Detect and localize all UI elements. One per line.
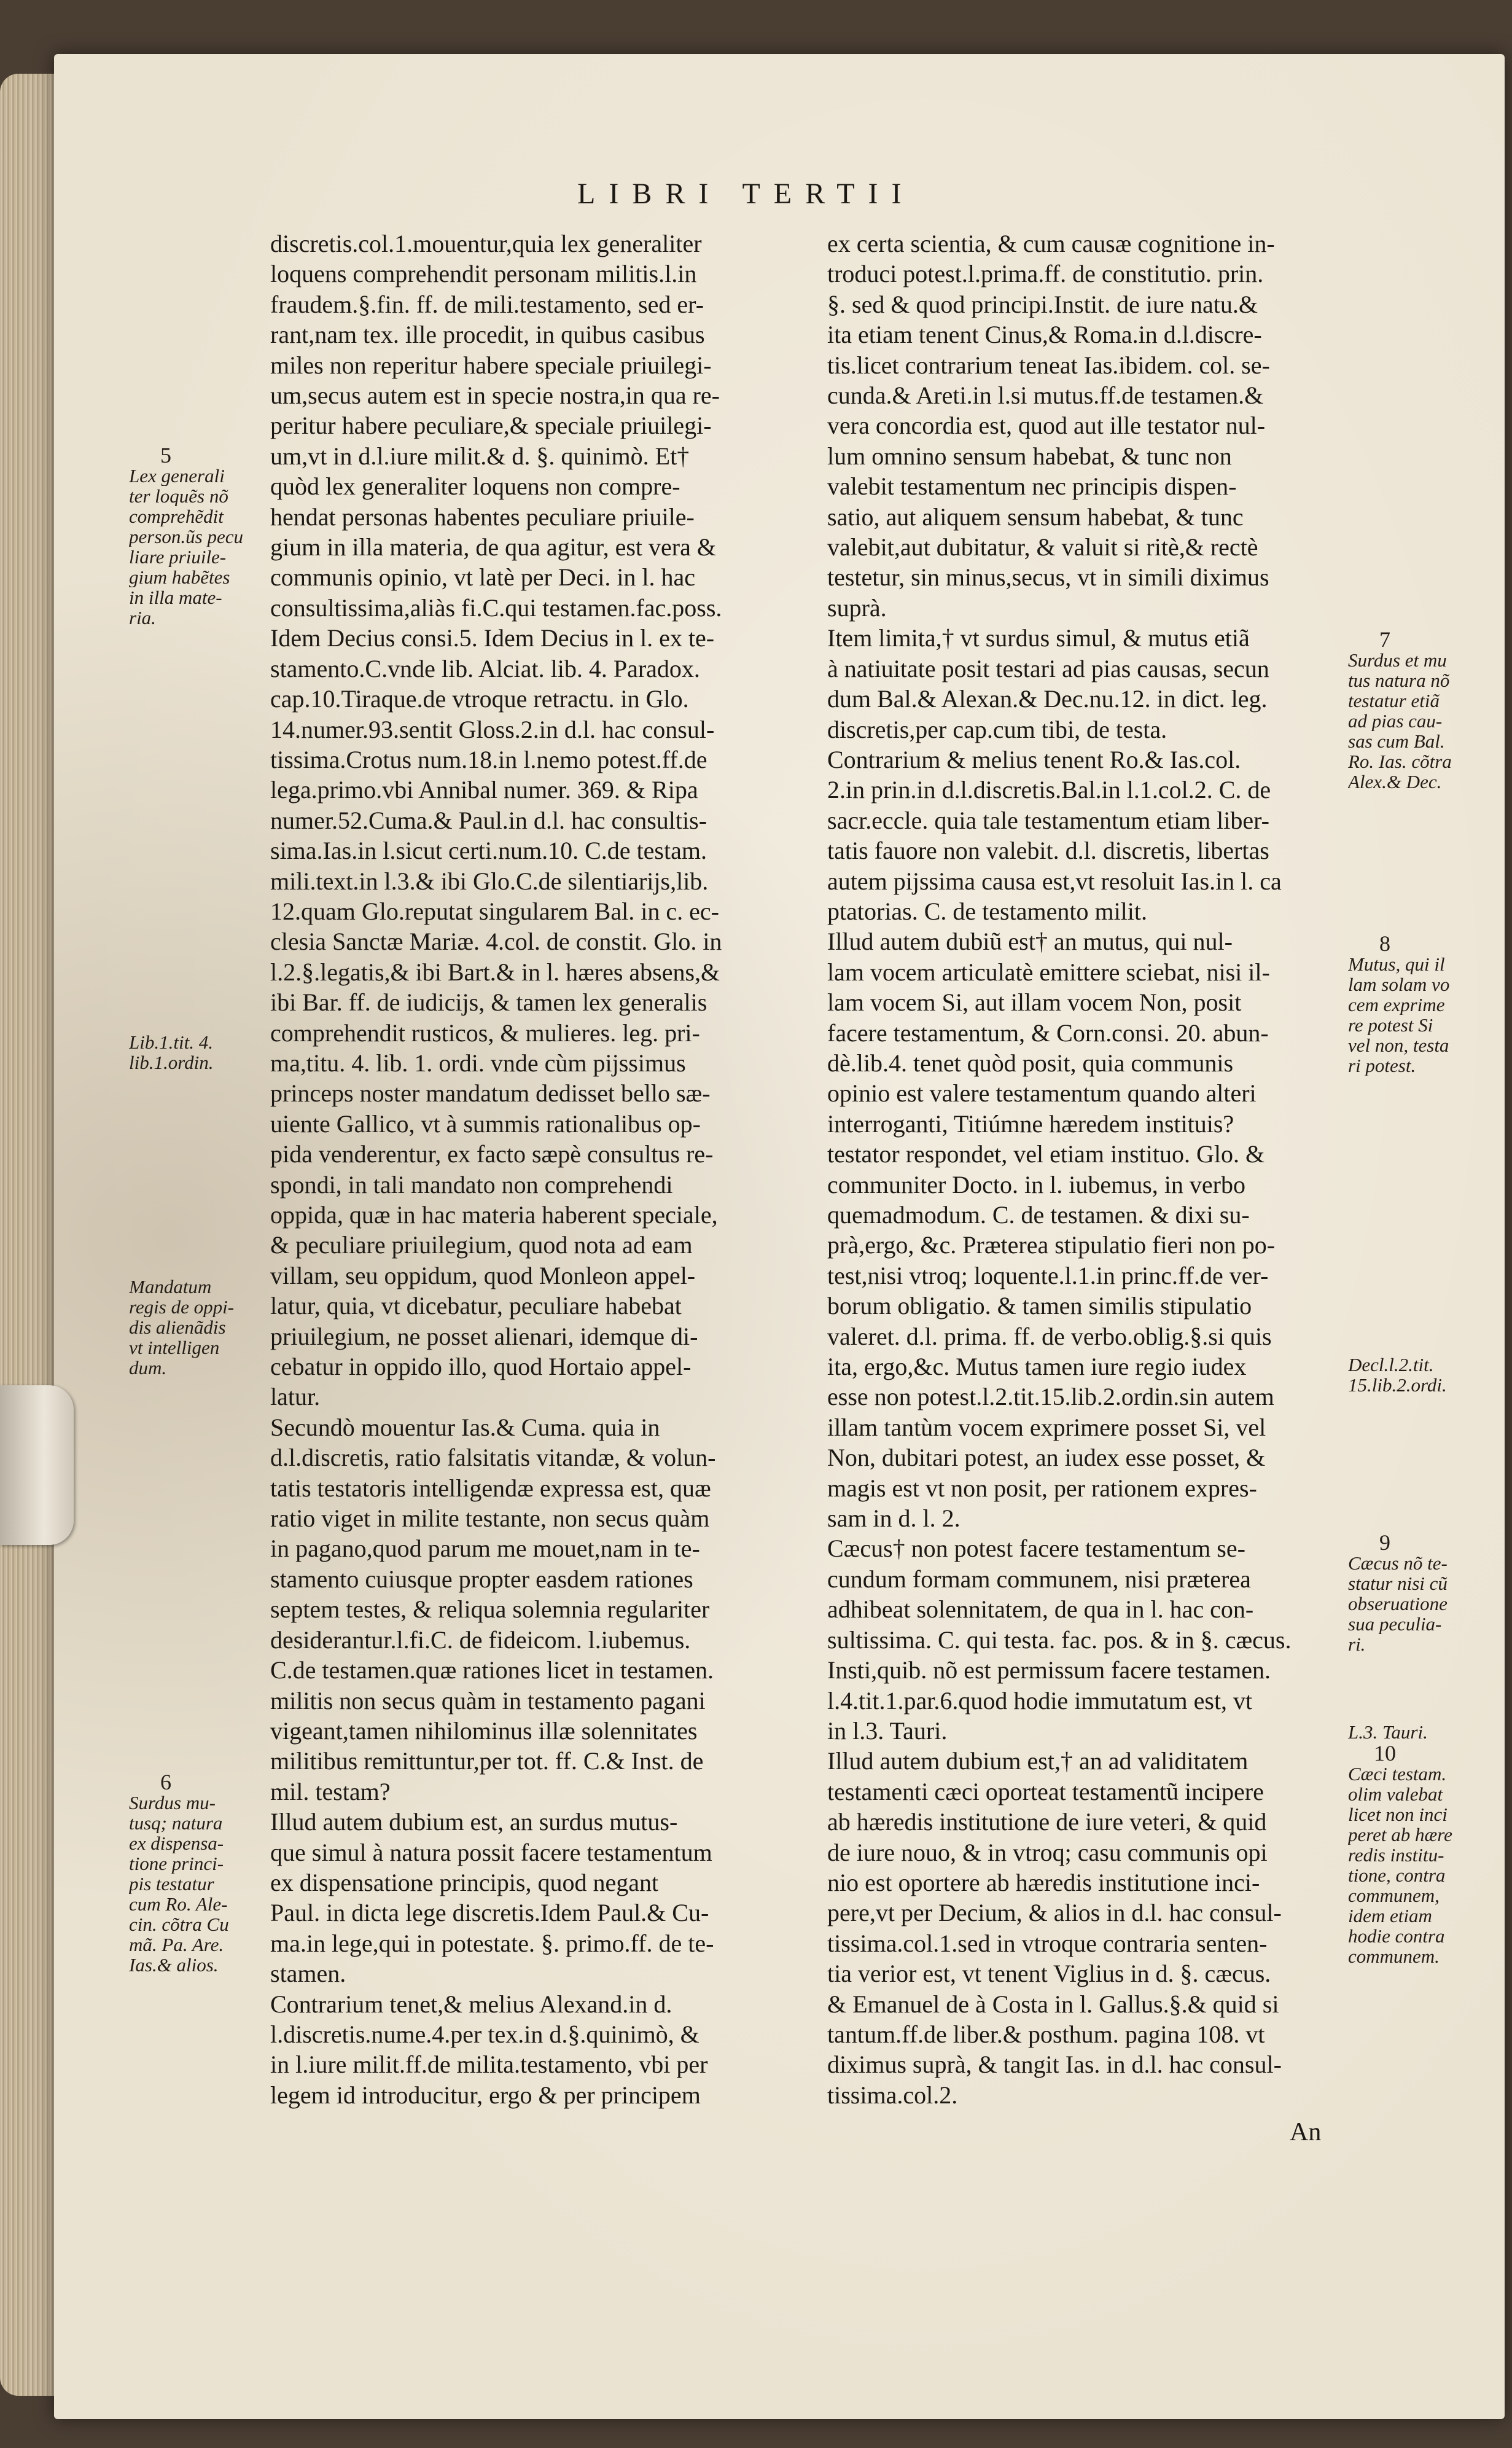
margin-note-line: ex dispensa- [129,1833,224,1853]
margin-note-line: vel non, testa [1348,1035,1449,1055]
text-line: troduci potest.l.prima.ff. de constitutio. prin. [827,260,1264,288]
text-line: Paul. in dicta lege discretis.Idem Paul.& Cu- [270,1899,709,1927]
margin-note-line: cum Ro. Ale- [129,1894,228,1914]
catchword: An [1290,2118,1322,2146]
section-number: 6 [160,1770,171,1794]
margin-note-line: gium habẽtes [129,567,230,587]
text-line: pida venderentur, ex facto sæpè consultus re- [270,1140,714,1168]
margin-note-line: obseruatione [1348,1594,1448,1614]
text-line: sam in d. l. 2. [827,1504,961,1533]
text-line: gium in illa materia, de qua agitur, est vera & [270,533,716,561]
text-line: cundum formam communem, nisi præterea [827,1565,1251,1593]
margin-note-line: cin. cõtra Cu [129,1914,229,1934]
left-margin-note [129,445,267,628]
margin-note-line: dis alienãdis [129,1317,226,1337]
text-line: tissima.Crotus num.18.in l.nemo potest.ff.de [270,745,707,773]
text-line: oppida, quæ in hac materia haberent speciale, [270,1201,718,1229]
text-line: Illud autem dubiũ est† an mutus, qui nul- [827,928,1233,956]
margin-note-line: peret ab hære [1348,1824,1452,1845]
text-line: ab hæredis institutione de iure veteri, & quid [827,1808,1267,1836]
margin-note-line: tusq; natura [129,1813,223,1833]
text-line: illam tantùm vocem exprimere posset Si, vel [827,1413,1266,1441]
section-number: 7 [1379,627,1390,652]
text-line: tia verior est, vt tenent Viglius in d. §. cæcus. [827,1960,1271,1988]
text-line: ita, ergo,&c. Mutus tamen iure regio iudex [827,1353,1247,1381]
text-line: clesia Sanctæ Mariæ. 4.col. de constit. Glo. in [270,928,722,956]
text-line: l.4.tit.1.par.6.quod hodie immutatum est, vt [827,1686,1253,1715]
text-line: testetur, sin minus,secus, vt in simili diximus [827,563,1269,592]
margin-note-line: Ias.& alios. [129,1955,219,1975]
right-margin-note [1348,1743,1489,1966]
margin-note-line: Lib.1.tit. 4. [129,1032,213,1052]
right-margin-note [1348,1722,1489,1742]
margin-note-line: regis de oppi- [129,1297,235,1317]
text-line: lam vocem Si, aut illam vocem Non, posit [827,988,1242,1017]
text-line: Insti,quib. nõ est permissum facere testamen. [827,1656,1271,1684]
margin-note-line: ri potest. [1348,1055,1416,1076]
margin-note-line: statur nisi cũ [1348,1573,1448,1594]
text-line: discretis,per cap.cum tibi, de testa. [827,715,1167,743]
text-line: communiter Docto. in l. iubemus, in verbo [827,1170,1245,1199]
text-line: tantum.ff.de liber.& posthum. pagina 108. vt [827,2020,1265,2048]
right-text-column [827,229,1341,2110]
text-line: autem pijssima causa est,vt resoluit Ias.in l. ca [827,867,1282,895]
text-line: miles non reperitur habere speciale priuilegi- [270,351,712,379]
text-line: in l.iure milit.ff.de milita.testamento, vbi per [270,2051,708,2079]
margin-note-line: Surdus et mu [1348,650,1447,670]
text-line: nio est oportere ab hæredis institutione inci- [827,1868,1260,1896]
section-number: 5 [160,443,171,467]
margin-note-line: ter loquẽs nõ [129,486,228,506]
margin-note-line: sua peculia- [1348,1614,1442,1634]
text-line: Cæcus† non potest facere testamentum se- [827,1535,1245,1563]
text-line: quòd lex generaliter loquens non compre- [270,472,680,501]
text-line: sima.Ias.in l.sicut certi.num.10. C.de testam. [270,837,707,865]
text-line: mil. testam? [270,1777,391,1805]
text-line: testamenti cæci oporteat testamentũ incipere [827,1777,1264,1805]
text-line: Idem Decius consi.5. Idem Decius in l. ex te- [270,624,715,652]
margin-note-line: tus natura nõ [1348,670,1450,690]
text-line: priuilegium, ne posset alienari, idemque di- [270,1322,698,1350]
left-text-column [270,229,780,2110]
right-margin-note [1348,627,1489,792]
text-line: stamen. [270,1960,346,1988]
text-line: magis est vt non posit, per rationem expres- [827,1474,1257,1502]
text-line: valeret. d.l. prima. ff. de verbo.oblig.§.si quis [827,1322,1272,1350]
text-line: ratio viget in milite testante, non secus quàm [270,1504,710,1533]
margin-note-line: Mutus, qui il [1348,954,1445,974]
text-line: sacr.eccle. quia tale testamentum etiam liber- [827,806,1269,834]
text-line: mili.text.in l.3.& ibi Glo.C.de silentiarijs,lib. [270,867,709,895]
text-line: consultissima,aliàs fi.C.qui testamen.fac.poss. [270,593,722,622]
text-line: cebatur in oppido illo, quod Hortaio appel- [270,1353,692,1381]
section-number: 8 [1379,931,1390,956]
text-line: diximus suprà, & tangit Ias. in d.l. hac consul- [827,2051,1282,2079]
text-line: dum Bal.& Alexan.& Dec.nu.12. in dict. leg. [827,685,1268,713]
text-line: 14.numer.93.sentit Gloss.2.in d.l. hac consul- [270,715,715,743]
text-line: ptatorias. C. de testamento milit. [827,897,1148,925]
text-line: lum omnino sensum habebat, & tunc non [827,442,1232,470]
text-line: ex certa scientia, & cum causæ cognitione in- [827,230,1275,257]
margin-note-line: Decl.l.2.tit. [1348,1355,1434,1375]
text-line: spondi, in tali mandato non comprehendi [270,1170,673,1199]
text-line: fraudem.§.fin. ff. de mili.testamento, sed er- [270,290,704,318]
margin-note-line: Mandatum [129,1277,212,1297]
right-margin-note [1348,931,1489,1076]
text-line: opinio est valere testamentum quando alteri [827,1079,1257,1108]
text-line: lam vocem articulatè emittere sciebat, nisi il- [827,958,1270,986]
text-line: stamento.C.vnde lib. Alciat. lib. 4. Paradox. [270,654,700,682]
margin-note-line: sas cum Bal. [1348,731,1445,751]
text-line: ita etiam tenent Cinus,& Roma.in d.l.discre- [827,321,1262,349]
text-line: comprehendit rusticos, & mulieres. leg. pri- [270,1019,700,1047]
margin-note-line: ria. [129,608,156,628]
margin-note-line: ad pias cau- [1348,711,1443,731]
margin-note-line: Cæci testam. [1348,1764,1447,1784]
margin-note-line: testatur etiã [1348,690,1440,711]
text-line: Contrarium tenet,& melius Alexand.in d. [270,1990,672,2018]
text-line: à natiuitate posit testari ad pias causas, secun [827,654,1269,682]
margin-note-line: Ro. Ias. cõtra [1348,751,1452,772]
right-margin-note [1348,1355,1489,1395]
text-line: loquens comprehendit personam militis.l.in [270,260,697,288]
text-line: tatis fauore non valebit. d.l. discretis, libertas [827,837,1269,865]
text-line: que simul à natura possit facere testamentum [270,1838,712,1866]
margin-note-line: Lex generali [129,466,225,486]
bookmark-clip [0,1385,74,1545]
margin-note-line: comprehẽdit [129,506,224,526]
text-line: villam, seu oppidum, quod Monleon appel- [270,1261,696,1289]
margin-note-line: redis institu- [1348,1845,1444,1865]
text-line: militis non secus quàm in testamento pagani [270,1686,706,1715]
text-line: sultissima. C. qui testa. fac. pos. & in §. cæcus. [827,1625,1292,1654]
text-line: Non, dubitari potest, an iudex esse posset, & [827,1444,1266,1472]
margin-note-line: in illa mate- [129,587,222,608]
text-line: ma.in lege,qui in potestate. §. primo.ff. de te- [270,1929,714,1957]
text-line: dè.lib.4. tenet quòd posit, quia communis [827,1049,1234,1077]
text-line: lega.primo.vbi Annibal numer. 369. & Ripa [270,776,698,804]
margin-note-line: dum. [129,1358,167,1378]
text-line: tatis testatoris intelligendæ expressa est, quæ [270,1474,711,1502]
text-line: tissima.col.1.sed in vtroque contraria senten- [827,1929,1268,1957]
margin-note-line: L.3. Tauri. [1348,1722,1428,1742]
text-line: in pagano,quod parum me mouet,nam in te- [270,1535,700,1563]
text-line: in l.3. Tauri. [827,1716,948,1745]
text-line: adhibeat solennitatem, de qua in l. hac con- [827,1595,1254,1624]
text-line: princeps noster mandatum dedisset bello sæ- [270,1079,711,1108]
text-line: & Emanuel de à Costa in l. Gallus.§.& quid si [827,1990,1279,2018]
margin-note-line: lam solam vo [1348,974,1450,995]
text-line: vigeant,tamen nihilominus illæ solennitates [270,1716,698,1745]
right-margin-note [1348,1530,1489,1654]
text-line: latur. [270,1383,321,1411]
text-line: test,nisi vtroq; loquente.l.1.in princ.ff.de ver- [827,1261,1269,1289]
text-line: Secundò mouentur Ias.& Cuma. quia in [270,1413,660,1441]
margin-note-line: mã. Pa. Are. [129,1934,224,1955]
margin-note-line: idem etiam [1348,1906,1432,1926]
text-line: valebit,aut dubitatur, & valuit si ritè,& rectè [827,533,1258,561]
text-line: borum obligatio. & tamen similis stipulatio [827,1292,1252,1320]
text-line: C.de testamen.quæ rationes licet in testamen. [270,1656,714,1684]
text-line: esse non potest.l.2.tit.15.lib.2.ordin.sin autem [827,1383,1274,1411]
text-line: & peculiare priuilegium, quod nota ad eam [270,1231,693,1259]
margin-note-line: cem exprime [1348,995,1445,1015]
text-line: um,secus autem est in specie nostra,in qua re- [270,381,720,410]
margin-note-line: Alex.& Dec. [1348,772,1442,792]
text-line: communis opinio, vt latè per Deci. in l. hac [270,563,696,592]
text-line: latur, quia, vt dicebatur, peculiare habebat [270,1292,682,1320]
text-line: pere,vt per Decium, & alios in d.l. hac consul- [827,1899,1282,1927]
margin-note-line: vt intelligen [129,1337,220,1358]
text-line: legem id introducitur, ergo & per principem [270,2081,701,2109]
text-line: §. sed & quod principi.Instit. de iure natu.& [827,290,1258,318]
text-line: de iure nouo, & in vtroq; casu communis opi [827,1838,1268,1866]
margin-note-line: communem. [1348,1946,1440,1966]
margin-note-line: re potest Si [1348,1015,1433,1035]
text-line: discretis.col.1.mouentur,quia lex generaliter [270,230,702,257]
text-line: Illud autem dubium est, an surdus mutus- [270,1808,678,1836]
text-line: interroganti, Titiúmne hæredem instituis? [827,1109,1234,1138]
margin-note-line: tione, contra [1348,1865,1446,1885]
text-line: hendat personas habentes peculiare priuile- [270,503,695,531]
text-line: desiderantur.l.fi.C. de fideicom. l.iubemus. [270,1625,691,1654]
margin-note-line: licet non inci [1348,1804,1448,1824]
section-number: 9 [1379,1530,1390,1555]
left-margin-note [129,1772,267,1975]
left-margin-note [129,1032,267,1073]
margin-note-line: lib.1.ordin. [129,1052,214,1073]
left-margin-note [129,1277,267,1378]
text-line: ma,titu. 4. lib. 1. ordi. vnde cùm pijssimus [270,1049,686,1077]
text-line: l.2.§.legatis,& ibi Bart.& in l. hæres absens,& [270,958,720,986]
text-line: ex dispensatione principis, quod negant [270,1868,659,1896]
text-line: rant,nam tex. ille procedit, in quibus casibus [270,321,705,349]
margin-note-line: Surdus mu- [129,1793,216,1813]
margin-note-line: olim valebat [1348,1784,1443,1804]
margin-note-line: tione princi- [129,1853,224,1874]
text-line: facere testamentum, & Corn.consi. 20. abun- [827,1019,1269,1047]
text-line: um,vt in d.l.iure milit.& d. §. quinimò. Et† [270,442,690,470]
book-page-edge [0,74,58,2396]
text-line: 2.in prin.in d.l.discretis.Bal.in l.1.col.2. C. de [827,776,1271,804]
margin-note-line: 15.lib.2.ordi. [1348,1375,1447,1395]
text-line: satio, aut aliquem sensum habebat, & tunc [827,503,1244,531]
text-line: quemadmodum. C. de testamen. & dixi su- [827,1201,1250,1229]
text-line: d.l.discretis, ratio falsitatis vitandæ, & volun- [270,1444,716,1472]
text-line: cap.10.Tiraque.de vtroque retractu. in Glo. [270,685,689,713]
margin-note-line: pis testatur [129,1874,214,1894]
margin-note-line: ri. [1348,1634,1366,1654]
text-line: tis.licet contrarium teneat Ias.ibidem. col. se- [827,351,1270,379]
margin-note-line: Cæcus nõ te- [1348,1553,1448,1573]
margin-note-line: communem, [1348,1885,1440,1906]
text-line: Contrarium & melius tenent Ro.& Ias.col. [827,745,1241,773]
text-line: cunda.& Areti.in l.si mutus.ff.de testamen.& [827,381,1264,410]
text-line: valebit testamentum nec principis dispen- [827,472,1237,501]
text-line: uiente Gallico, vt à summis rationalibus op- [270,1109,701,1138]
text-line: vera concordia est, quod aut ille testator nul- [827,412,1266,440]
text-line: Item limita,† vt surdus simul, & mutus etiã [827,624,1250,652]
text-line: Illud autem dubium est,† an ad validitatem [827,1747,1249,1775]
text-line: prà,ergo, &c. Præterea stipulatio fieri non po- [827,1231,1276,1259]
text-line: 12.quam Glo.reputat singularem Bal. in c. ec- [270,897,719,925]
text-line: testator respondet, vel etiam instituo. Glo. & [827,1140,1265,1168]
text-line: militibus remittuntur,per tot. ff. C.& Inst. de [270,1747,704,1775]
text-line: peritur habere peculiare,& speciale priuilegi- [270,412,712,440]
text-line: stamento cuiusque propter easdem rationes [270,1565,693,1593]
text-line: suprà. [827,593,887,622]
text-line: ibi Bar. ff. de iudicijs, & tamen lex generalis [270,988,707,1017]
text-line: l.discretis.nume.4.per tex.in d.§.quinimò, & [270,2020,699,2048]
text-line: septem testes, & reliqua solemnia regulariter [270,1595,710,1624]
text-line: tissima.col.2. [827,2081,958,2109]
running-head: LIBRI TERTII [577,178,915,210]
section-number: 10 [1374,1741,1396,1766]
margin-note-line: person.ũs pecu [129,526,243,547]
text-line: numer.52.Cuma.& Paul.in d.l. hac consultis- [270,806,707,834]
margin-note-line: hodie contra [1348,1926,1445,1946]
margin-note-line: liare priuile- [129,547,227,567]
